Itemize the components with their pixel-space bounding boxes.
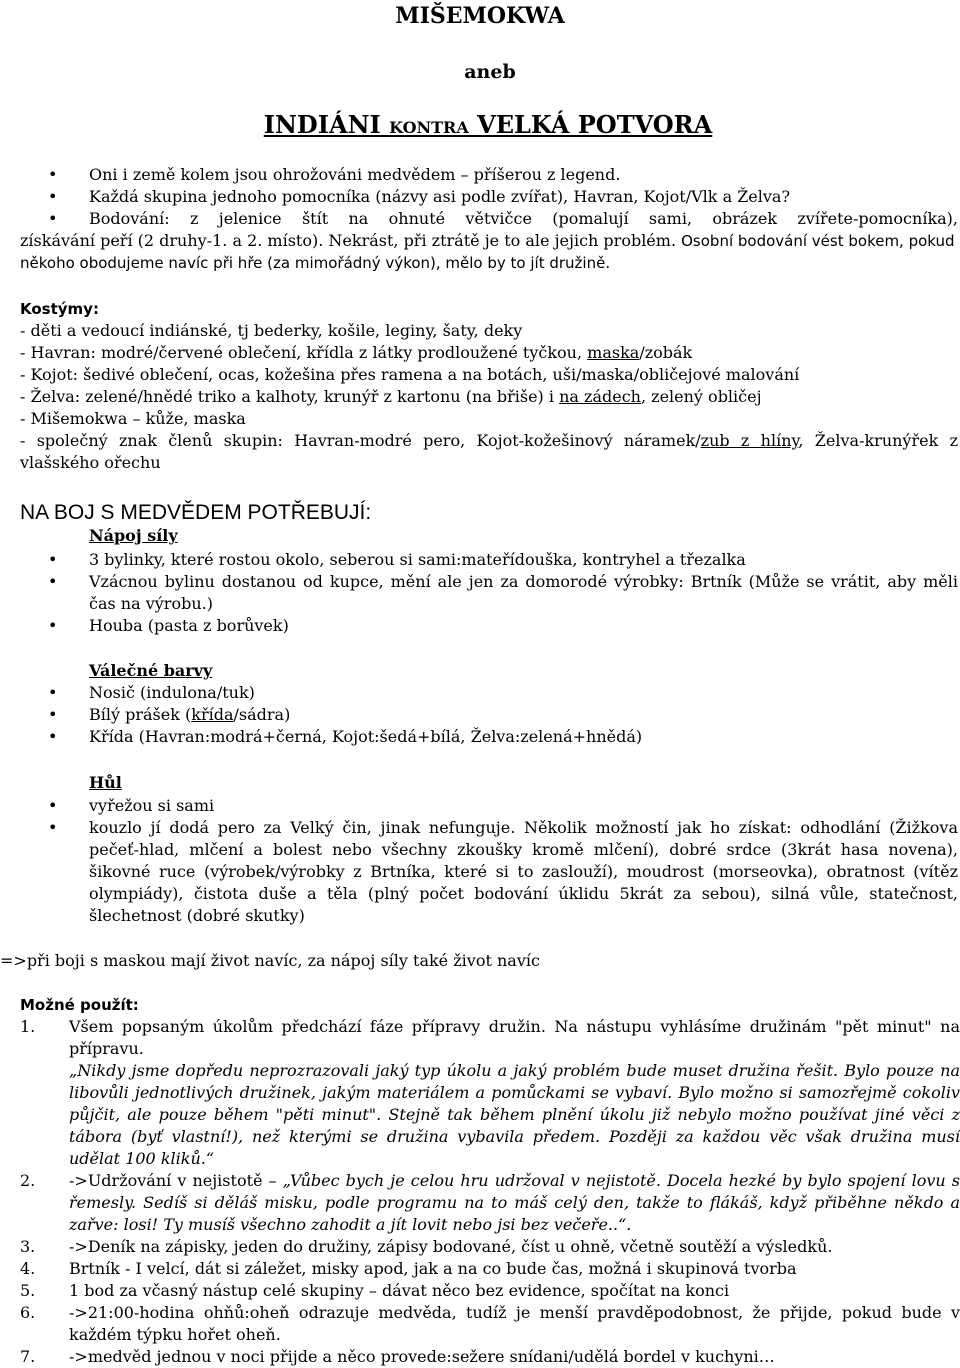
possible-heading: Možné použít:	[20, 996, 139, 1014]
possible-item-3	[20, 1236, 960, 1258]
item-text: 1 bod za včasný nástup celé skupiny – dávat něco bez evidence, spočítat na konci	[69, 1281, 730, 1300]
item-number: 3.	[20, 1237, 36, 1256]
intro-item-3-line-b	[20, 230, 958, 274]
item-number: 7.	[20, 1347, 36, 1366]
potion-heading	[89, 525, 178, 547]
item-text: ->21:00-hodina ohňů:oheň odrazuje medvěda, tudíž je menší pravděpodobnost, že přijde, pokud bude v každém týpku hořet oheň.	[69, 1303, 960, 1344]
item-number: 4.	[20, 1259, 36, 1278]
costume-line-4u: na zádech	[559, 387, 641, 406]
possible-item-2	[20, 1170, 960, 1236]
costume-line-6u: zub z hlíny	[700, 431, 799, 450]
potion-heading-text: Nápoj síly	[89, 526, 178, 545]
costume-line-3: - Kojot: šedivé oblečení, ocas, kožešina přes ramena a na botách, uši/maska/obličejové malování	[20, 365, 800, 384]
costumes-heading: Kostýmy:	[20, 300, 99, 318]
possible-item-1	[20, 1016, 960, 1170]
item-quote: „Nikdy jsme dopředu neprozrazovali jaký typ úkolu a jaký problém bude muset družina řešit. Bylo pouze na libovůli jednotlivých družinek, jakým materiálem a pomůckami se vybaví. Bylo možno si samozřejmě cokoliv půjčit, ale pouze během "pěti minut". Stejně tak během plnění úkolu již nebylo možno používat jiné věci z tábora (byť vlastní!), než kterými se družina vybavila předem. Později za každou věc však družina musí udělat 100 kliků.“	[69, 1061, 960, 1168]
possible-list	[20, 1016, 960, 1368]
intro-item-3	[20, 208, 958, 274]
possible-item-7	[20, 1346, 960, 1368]
costume-line-5: - Mišemokwa – kůže, maska	[20, 409, 246, 428]
item-number: 1.	[20, 1017, 36, 1036]
paint-item-2u: křída	[191, 705, 234, 724]
item-number: 2.	[20, 1171, 36, 1190]
headline-small-caps: KONTRA	[389, 118, 469, 137]
possible-item-5	[20, 1280, 960, 1302]
doc-title: MIŠEMOKWA	[395, 3, 565, 29]
intro-item-3-c: Osobní bodování vést bokem, pokud někoho obodujeme navíc při hře (za mimořádný výkon), mělo by to jít družině.	[20, 232, 955, 272]
paint-heading	[89, 660, 212, 682]
costume-line-2	[20, 342, 958, 364]
intro-item-2: • Každá skupina jednoho pomocníka (názvy asi podle zvířat), Havran, Kojot/Vlk a Želva?	[20, 186, 958, 208]
doc-subtitle: aneb	[464, 61, 516, 83]
paint-item-2b: /sádra)	[233, 705, 291, 724]
potion-list	[20, 549, 958, 637]
intro-item-3-b: získávání peří (2 druhy-1. a 2. místo). Nekrást, při ztrátě je to ale jejich problém.	[20, 231, 677, 250]
staff-heading	[89, 772, 122, 794]
need-heading: NA BOJ S MEDVĚDEM POTŘEBUJÍ:	[20, 501, 372, 524]
item-text: ->Udržování v nejistotě –	[69, 1171, 283, 1190]
item-number: 5.	[20, 1281, 36, 1300]
paint-item-2a: Bílý prášek (	[89, 705, 192, 724]
arrow-note: =>při boji s maskou mají život navíc, za nápoj síly také život navíc	[0, 951, 540, 970]
paint-list	[20, 682, 958, 748]
costume-line-4	[20, 386, 958, 408]
doc-headline	[0, 110, 960, 143]
item-text: ->medvěd jednou v noci přijde a něco provede:sežere snídani/udělá bordel v kuchyni…	[69, 1347, 775, 1366]
staff-heading-text: Hůl	[89, 773, 122, 792]
potion-item-2: • Vzácnou bylinu dostanou od kupce, mění ale jen za domorodé výrobky: Brtník (Může se vrátit, aby měli čas na výrobu.)	[20, 571, 958, 615]
potion-item-1: • 3 bylinky, které rostou okolo, seberou si sami:mateřídouška, kontryhel a třezalka	[20, 549, 958, 571]
paint-item-3: • Křída (Havran:modrá+černá, Kojot:šedá+bílá, Želva:zelená+hnědá)	[20, 726, 958, 748]
paint-heading-text: Válečné barvy	[89, 661, 213, 680]
costume-line-2a: - Havran: modré/červené oblečení, křídla z látky prodloužené tyčkou,	[20, 343, 588, 362]
headline-part1: INDIÁNI	[263, 110, 390, 139]
costume-line-6	[20, 430, 958, 474]
potion-item-3: • Houba (pasta z borůvek)	[20, 615, 958, 637]
staff-item-2: • kouzlo jí dodá pero za Velký čin, jinak nefunguje. Několik možností jak ho získat: odhodlání (Žižkova pečeť-hlad, mlčení a bolest nebo všechny zkoušky kromě mlčení), dobré srdce (3krát hasa novena), šikovné ruce (výrobek/výrobky z Brtníka, které si to zaslouží), moudrost (morseovka), obratnost (vítěz olympiády), čistota duše a těla (plný počet bodování úklidu 5krát za sebou), silná vůle, statečnost, šlechetnost (dobré skutky)	[20, 817, 958, 927]
costume-line-4a: - Želva: zelené/hnědé triko a kalhoty, krunýř z kartonu (na břiše) i	[20, 387, 560, 406]
intro-list	[20, 164, 958, 274]
staff-item-1: • vyřežou si sami	[20, 795, 958, 817]
intro-item-1: • Oni i země kolem jsou ohrožováni medvědem – příšerou z legend.	[20, 164, 958, 186]
item-number: 6.	[20, 1303, 36, 1322]
possible-item-4	[20, 1258, 960, 1280]
paint-item-1: • Nosič (indulona/tuk)	[20, 682, 958, 704]
headline-underline	[264, 110, 713, 139]
headline-part2: VELKÁ POTVORA	[468, 110, 713, 139]
item-text: Všem popsaným úkolům předchází fáze přípravy družin. Na nástupu vyhlásíme družinám "pět minut" na přípravu.	[69, 1017, 960, 1058]
item-quote: „Vůbec bych je celou hru udržoval v nejistotě. Docela hezké by bylo spojení lovu s řemesly. Sedíš si děláš misku, podle programu na to máš celý den, takže to flákáš, když přiběhne někdo a zařve: losi! Ty musíš všechno zahodit a jít lovit nebo jsi bez večeře..“.	[69, 1171, 960, 1234]
staff-list	[20, 795, 958, 927]
item-text: Brtník - I velcí, dát si záležet, misky apod, jak a na co bude čas, možná i skupinová tvorba	[69, 1259, 797, 1278]
intro-item-3-line-a: • Bodování: z jelenice štít na ohnuté větvičce (pomalují sami, obrázek zvířete-pomocníka),	[89, 209, 958, 228]
paint-item-2	[20, 704, 958, 726]
possible-item-6	[20, 1302, 960, 1346]
costume-line-2u: maska	[587, 343, 640, 362]
costume-line-6a: - společný znak členů skupin: Havran-modré pero, Kojot-kožešinový náramek/	[20, 431, 701, 450]
costumes-section	[20, 298, 958, 474]
costume-line-2b: /zobák	[639, 343, 693, 362]
item-text: ->Deník na zápisky, jeden do družiny, zápisy bodované, číst u ohně, včetně soutěží a výsledků.	[69, 1237, 833, 1256]
costume-line-1: - děti a vedoucí indiánské, tj bederky, košile, leginy, šaty, deky	[20, 321, 523, 340]
costume-line-4b: , zelený obličej	[640, 387, 762, 406]
costume-line-6b: , Želva-krunýřek z vlašského ořechu	[20, 431, 959, 472]
